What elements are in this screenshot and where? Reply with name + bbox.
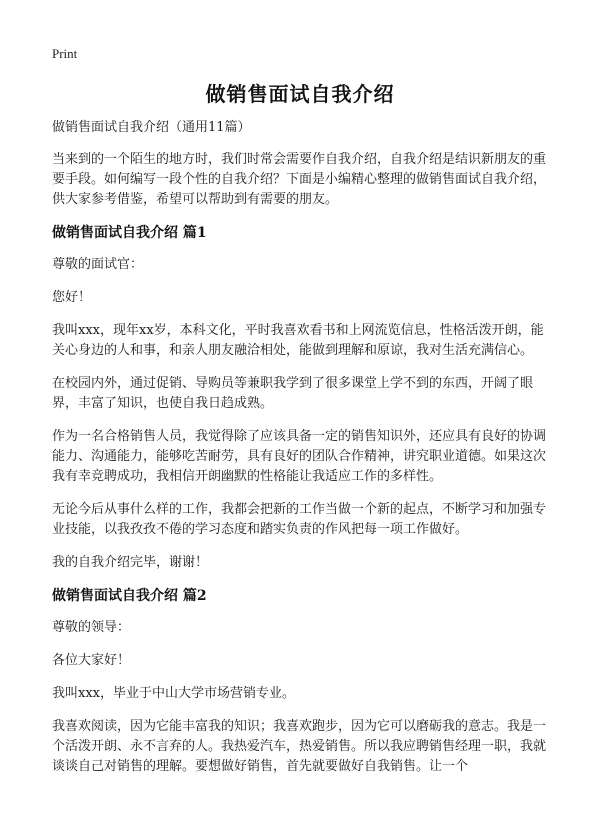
paragraph: 无论今后从事什么样的工作，我都会把新的工作当做一个新的起点，不断学习和加强专业技能，以我孜孜不倦的学习态度和踏实负责的作风把每一项工作做好。 [52,502,547,537]
paragraph: 各位大家好！ [52,653,131,668]
paragraph: 您好！ [52,290,92,305]
paragraph: 作为一名合格销售人员，我觉得除了应该具备一定的销售知识外，还应具有良好的协调能力、沟通能力，能够吃苦耐劳，具有良好的团队合作精神，讲究职业道德。如果这次我有幸竞聘成功，我相信开朗幽默的性格能让我适应工作的多样性。 [52,429,547,484]
paragraph: 我叫xxx，毕业于中山大学市场营销专业。 [52,686,295,701]
paragraph: 在校园内外，通过促销、导购员等兼职我学到了很多课堂上学不到的东西，开阔了眼界，丰富了知识，也使自我日趋成熟。 [52,376,534,411]
paragraph: 尊敬的面试官： [52,257,144,272]
paragraph: 尊敬的领导： [52,620,131,635]
section-heading-1: 做销售面试自我介绍 篇1 [52,225,207,241]
section-heading-2: 做销售面试自我介绍 篇2 [52,588,207,604]
print-link[interactable]: Print [52,46,78,61]
paragraph: 我喜欢阅读，因为它能丰富我的知识；我喜欢跑步，因为它可以磨砺我的意志。我是一个活泼开朗、永不言弃的人。我热爱汽车，热爱销售。所以我应聘销售经理一职，我就谈谈自己对销售的理解。要想做好销售，首先就要做好自我销售。让一个 [52,719,547,774]
page-title: 做销售面试自我介绍 [205,82,395,106]
article-body [52,118,552,790]
paragraph: 我叫xxx，现年xx岁，本科文化，平时我喜欢看书和上网流览信息，性格活泼开朗，能关心身边的人和事，和亲人朋友融洽相处，能做到理解和原谅，我对生活充满信心。 [52,323,544,358]
paragraph: 我的自我介绍完毕，谢谢！ [52,555,209,570]
intro-paragraph: 当来到的一个陌生的地方时，我们时常会需要作自我介绍，自我介绍是结识新朋友的重要手段。如何编写一段个性的自我介绍？下面是小编精心整理的做销售面试自我介绍，供大家参考借鉴，希望可以帮助到有需要的朋友。 [52,152,547,207]
article-subtitle: 做销售面试自我介绍（通用11篇） [52,120,251,135]
